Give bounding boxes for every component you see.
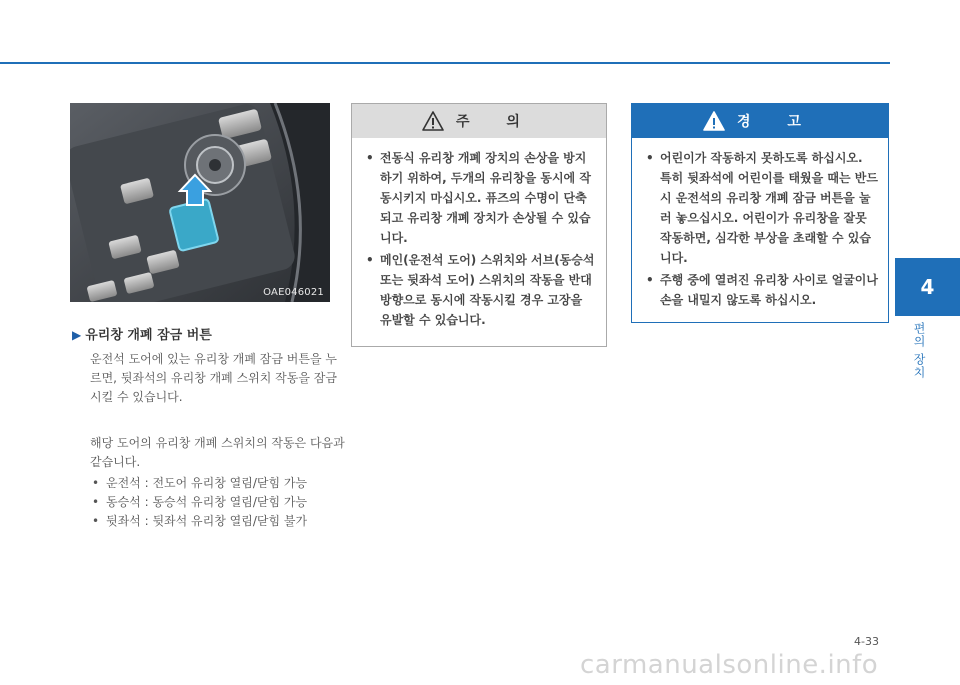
warning-header	[632, 104, 888, 138]
list-item: • 메인(운전석 도어) 스위치와 서브(동승석 또는 뒷좌석 도어) 스위치의 작동을 반대방향으로 동시에 작동시킬 경우 고장을 유발할 수 있습니다.	[366, 250, 596, 330]
list-item: • 운전석 : 전도어 유리창 열림/닫힘 가능	[90, 474, 345, 493]
list-item: • 주행 중에 열려진 유리창 사이로 얼굴이나 손을 내밀지 않도록 하십시오.	[646, 270, 878, 310]
list-item: • 어린이가 작동하지 못하도록 하십시오. 특히 뒷좌석에 어린이를 태웠을 때는 반드시 운전석의 유리창 개폐 잠금 버튼을 눌러 놓으십시오. 어린이가 유리창을 잘못 작동하면, 심각한 부상을 초래할 수 있습니다.	[646, 148, 878, 268]
warning-list	[632, 138, 888, 310]
chapter-number-tab: 4	[895, 258, 960, 316]
caution-header	[352, 104, 606, 138]
section-paragraph-1: 운전석 도어에 있는 유리창 개폐 잠금 버튼을 누르면, 뒷좌석의 유리창 개폐 스위치 작동을 잠금 시킬 수 있습니다.	[90, 352, 337, 404]
operation-list	[90, 474, 345, 531]
photo-code: OAE046021	[263, 287, 324, 298]
caution-box	[351, 103, 607, 347]
top-rule	[0, 62, 890, 64]
section-title-text: 유리창 개폐 잠금 버튼	[85, 328, 212, 343]
door-switch-photo	[70, 103, 330, 302]
warning-triangle-icon	[703, 111, 725, 131]
page-number: 4-33	[854, 635, 879, 648]
list-item: • 뒷좌석 : 뒷좌석 유리창 열림/닫힘 불가	[90, 512, 345, 531]
caution-list	[352, 138, 606, 330]
triangle-right-icon: ▶	[72, 328, 82, 342]
caution-title: 주 의	[456, 114, 536, 130]
warning-title: 경 고	[737, 114, 817, 130]
watermark: carmanualsonline.info	[580, 650, 879, 680]
door-panel-illustration	[70, 103, 330, 302]
chapter-label: 편의 장치	[912, 322, 926, 379]
section-title	[72, 324, 342, 343]
list-item: • 동승석 : 동승석 유리창 열림/닫힘 가능	[90, 493, 345, 512]
warning-triangle-icon	[422, 111, 444, 131]
warning-box	[631, 103, 889, 323]
section-paragraph-2: 해당 도어의 유리창 개폐 스위치의 작동은 다음과 같습니다.	[90, 436, 345, 469]
list-item: • 전동식 유리창 개폐 장치의 손상을 방지하기 위하여, 두개의 유리창을 동시에 작동시키지 마십시오. 퓨즈의 수명이 단축되고 유리창 개폐 장치가 손상될 수 있습니다.	[366, 148, 596, 248]
